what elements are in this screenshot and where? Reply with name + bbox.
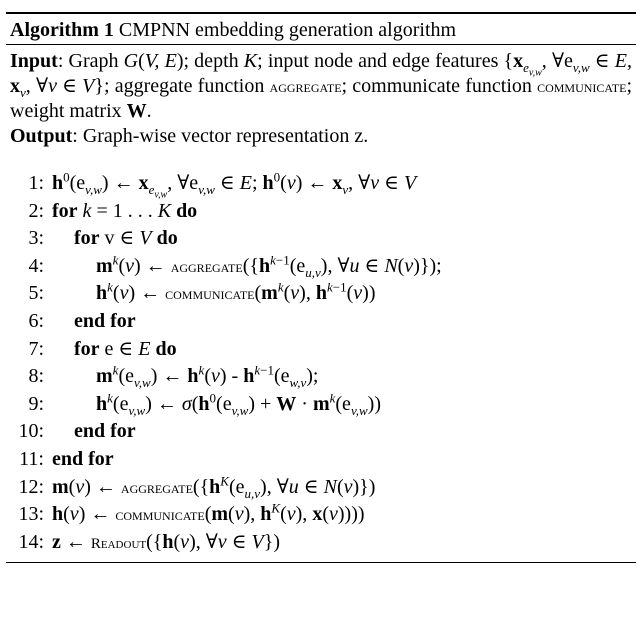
line-number: 10:	[18, 420, 44, 443]
algorithm-line	[10, 529, 632, 559]
line-text: z ← Readout({h(v), ∀v ∈ V})	[52, 530, 280, 553]
algorithm-line	[10, 474, 632, 502]
algorithm-line	[10, 418, 632, 446]
line-number: 14:	[18, 530, 44, 553]
line-number: 2:	[28, 199, 44, 222]
input-text: Graph G(V, E); depth K; input node and edge features {$x_{e_{v,w}}$, $\forall e_{v,w}$ ∈ E, $x_v$, ∀v ∈ V}; aggregate function aggregate; communicate function communicate; weight matrix W.	[10, 50, 632, 123]
line-number: 8:	[28, 365, 44, 388]
line-text: for k = 1 . . . K do	[52, 199, 198, 222]
line-number: 13:	[18, 503, 44, 526]
line-number: 12:	[18, 475, 44, 498]
line-number: 5:	[28, 282, 44, 305]
line-text: $m^k(e_{v,w})$ ← $h^k(v) - h^{k-1}(e_{w,v})$;	[96, 362, 319, 391]
input-label: Input	[10, 50, 58, 72]
line-text: h(v) ← communicate(m(v), $h^K(v)$, x(v))))	[52, 500, 365, 526]
bottom-rule	[6, 562, 636, 563]
line-text: $h^k(v)$ ← $communicate(m^k(v)$, $h^{k-1}(v)$)	[96, 279, 376, 305]
algorithm-line	[10, 198, 632, 226]
line-text: end for	[74, 310, 136, 333]
line-text: end for	[52, 448, 114, 471]
line-text: $h^0(e_{v,w})$ ← $x_{e_{v,w}}$, $\forall e_{v,w}$ ∈ E; $h^0(v)$ ← $x_v$, ∀v ∈ V	[52, 169, 417, 201]
line-text: for e ∈ E do	[74, 337, 177, 360]
line-number: 7:	[28, 337, 44, 360]
line-text: m(v) ← $aggregate(\{h^K(e_{u,v})$, ∀u ∈ N(v)})	[52, 472, 376, 501]
line-text: $h^k(e_{v,w})$ ← $\sigma(h^0(e_{v,w}) + W \cdot m^k(e_{v,w}))$	[96, 390, 381, 418]
algorithm-line	[10, 169, 632, 201]
algorithm-lines	[10, 170, 632, 558]
line-number: 9:	[28, 392, 44, 415]
algorithm-line	[10, 391, 632, 419]
algorithm-line	[10, 446, 632, 474]
line-number: 4:	[28, 254, 44, 277]
caption-label: Algorithm 1	[10, 19, 114, 41]
line-number: 6:	[28, 310, 44, 333]
algorithm-caption	[6, 14, 636, 44]
line-text: end for	[74, 420, 136, 443]
algorithm-body	[6, 45, 636, 558]
output-label: Output	[10, 124, 73, 147]
algorithm-line	[10, 225, 632, 253]
line-number: 11:	[19, 448, 44, 471]
output-paragraph: Output: Graph-wise vector representation z.	[10, 124, 369, 147]
algorithm-line	[10, 280, 632, 308]
line-number: 3:	[28, 227, 44, 250]
input-paragraph: Input: Graph G(V, E); depth K; input node and edge features {$x_{e_{v,w}}$, $\forall e_{v,w}$ ∈ E, $x_v$, ∀v ∈ V}; aggregate function aggregate; communicate function communicate; weight matrix W.	[10, 50, 632, 123]
algorithm-line	[10, 501, 632, 529]
algorithm-line	[10, 363, 632, 391]
algorithm-block	[6, 12, 636, 563]
algorithm-line	[10, 253, 632, 281]
algorithm-line	[10, 308, 632, 336]
algorithm-line	[10, 336, 632, 364]
output-text: Graph-wise vector representation z.	[82, 124, 369, 147]
line-text: for v ∈ V do	[74, 227, 178, 250]
line-number: 1:	[28, 172, 44, 195]
line-text: $m^k(v)$ ← $aggregate(\{h^{k-1}(e_{u,v})$, ∀u ∈ N(v)});	[96, 252, 442, 280]
caption-text: CMPNN embedding generation algorithm	[118, 19, 457, 41]
